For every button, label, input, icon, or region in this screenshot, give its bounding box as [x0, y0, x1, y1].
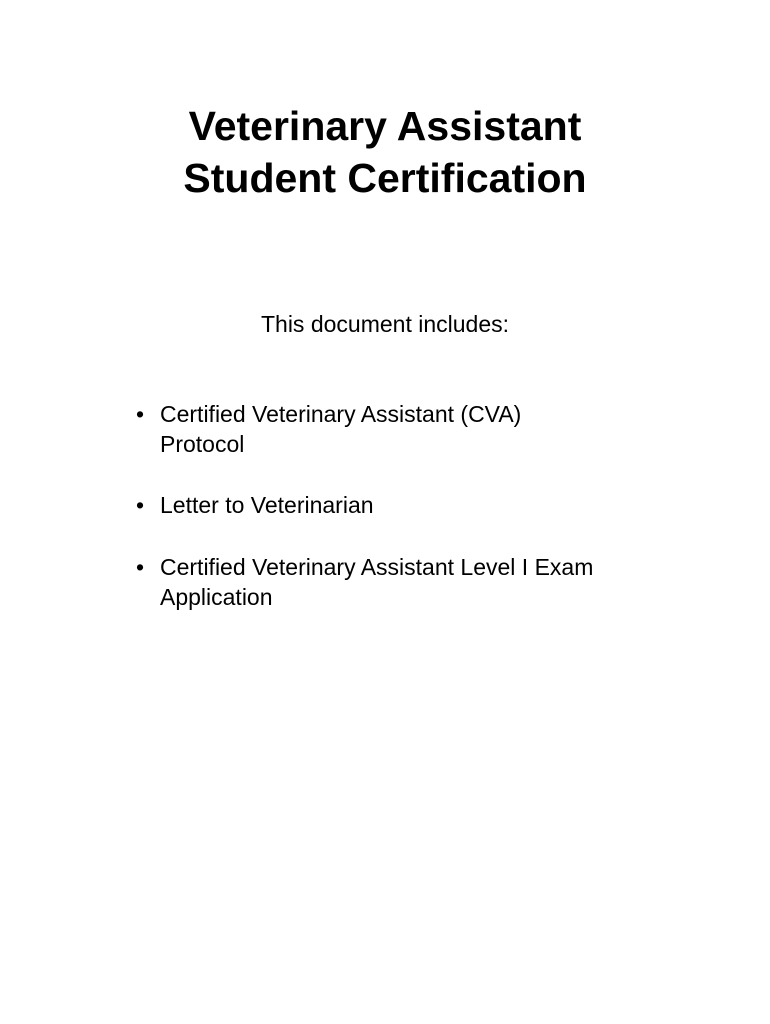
- bullet-icon: •: [136, 554, 145, 580]
- title-line-2: Student Certification: [183, 155, 587, 201]
- list-item-line: Application: [160, 584, 273, 610]
- intro-text: This document includes:: [260, 311, 509, 337]
- list-item-line: Certified Veterinary Assistant (CVA): [160, 401, 522, 427]
- page-title: [0, 100, 770, 204]
- list-item: [136, 552, 676, 612]
- list-item-line: Certified Veterinary Assistant Level I Exam: [160, 554, 594, 580]
- bullet-icon: •: [136, 492, 145, 518]
- title-line-1: Veterinary Assistant: [188, 103, 582, 149]
- list-item: [136, 399, 676, 459]
- list-item: [136, 490, 676, 520]
- bullet-icon: •: [136, 401, 145, 427]
- contents-list: [136, 399, 676, 643]
- list-item-line: Protocol: [160, 431, 245, 457]
- list-item-line: Letter to Veterinarian: [160, 492, 374, 518]
